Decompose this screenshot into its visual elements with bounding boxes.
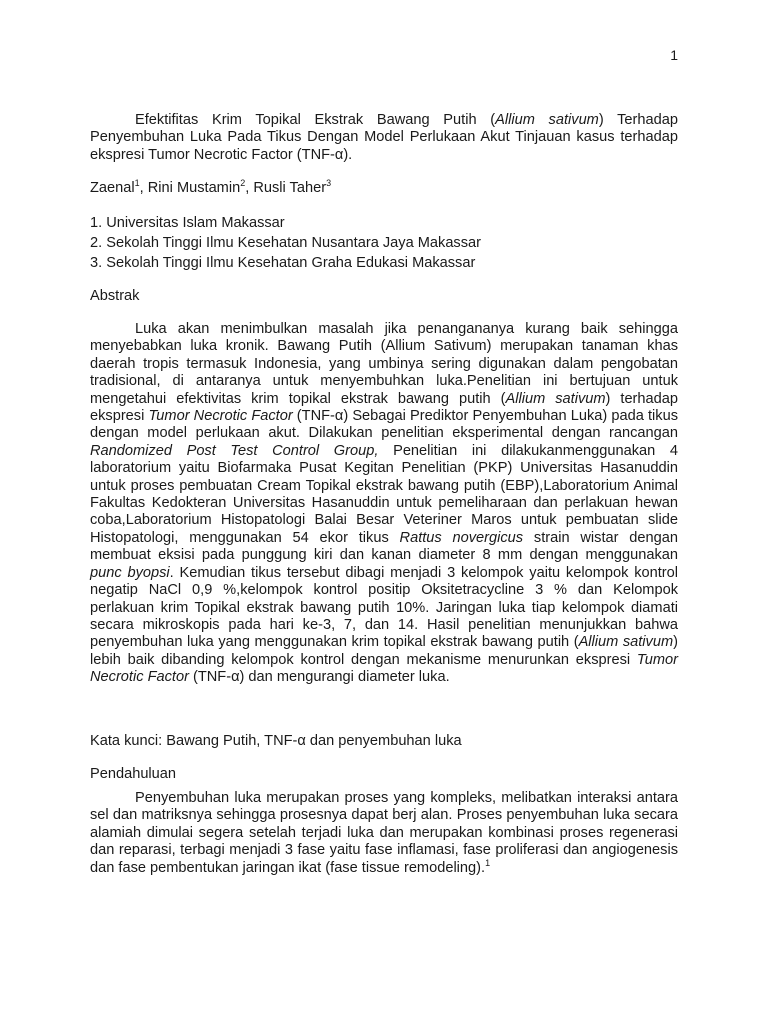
abstract-run: (TNF-α) Sebagai Prediktor Penyembuhan Luka) pada tikus dengan model perlukaan akut. Dilakukan penelitian eksperimental dengan rancangan [90, 408, 678, 442]
paper-title [90, 112, 678, 164]
abstract-heading: Abstrak [90, 288, 140, 304]
abstract-italic-run: Tumor Necrotic Factor [90, 651, 678, 686]
author-list [90, 180, 331, 197]
author-sup: 1 [134, 178, 140, 189]
abstract-body [90, 321, 678, 687]
abstract-italic-run: Allium sativum [578, 634, 674, 651]
abstract-italic-run: punc byopsi [90, 564, 170, 581]
affiliation-item: 3. Sekolah Tinggi Ilmu Kesehatan Graha Edukasi Makassar [90, 255, 476, 272]
title-italic: Allium sativum [495, 112, 599, 128]
abstract-run: . Kemudian tikus tersebut dibagi menjadi 3 kelompok yaitu kelompok kontrol negatip NaCl 0,9 %,kelompok kontrol positip Oksitetracycline 3 % dan Kelompok perlakuan krim Topikal ekstrak bawang putih 10%. Jaringan luka tiap kelompok diamati secara mikroskopis pada hari ke-3, 7, dan 14. Hasil penelitian menunjukkan bahwa penyembuhan luka yang menggunakan krim topikal ekstrak bawang putih ( [90, 564, 678, 651]
intro-text: Penyembuhan luka merupakan proses yang kompleks, melibatkan interaksi antara sel dan matriksnya sehingga prosesnya dapat berj alan. Proses penyembuhan luka secara alamiah dimulai segera setelah terjadi luka dan merupakan kombinasi proses regenerasi dan reparasi, terbagi menjadi 3 fase yaitu fase inflamasi, fase proliferasi dan angiogenesis dan fase pembentukan jaringan ikat (fase tissue remodeling). [90, 790, 678, 876]
author-name: Zaenal [90, 180, 135, 196]
abstract-run: Luka akan menimbulkan masalah jika penangananya kurang baik sehingga menyebabkan luka kronik. Bawang Putih (Allium Sativum) merupakan tanaman khas daerah tropis termasuk Indonesia, yang umbinya sering digunakan dalam pengobatan tradisional, di antaranya untuk menyembuhkan luka.Penelitian ini bertujuan untuk mengetahui efektivitas krim topikal ekstrak bawang putih ( [90, 321, 678, 407]
abstract-italic-run: Tumor Necrotic Factor [148, 408, 293, 425]
author-sup: 3 [326, 178, 332, 189]
author-separator: , [245, 180, 254, 196]
affiliation-list [90, 213, 481, 274]
abstract-run: strain wistar dengan membuat eksisi pada punggung kiri dan kanan diameter 8 mm dengan menggunakan [90, 529, 678, 564]
page-number: 1 [670, 47, 678, 63]
abstract-run: ) lebih baik dibanding kelompok kontrol dengan mekanisme menurunkan ekspresi [90, 634, 678, 668]
intro-body [90, 790, 678, 877]
abstract-run: (TNF-α) dan mengurangi diameter luka. [188, 669, 450, 686]
affiliation-item: 2. Sekolah Tinggi Ilmu Kesehatan Nusantara Jaya Makassar [90, 235, 482, 252]
title-post: ) Terhadap Penyembuhan Luka Pada Tikus Dengan Model Perlukaan Akut Tinjauan kasus terhadap ekspresi Tumor Necrotic Factor (TNF-α). [90, 112, 678, 163]
abstract-italic-run: Rattus novergicus [399, 529, 524, 546]
intro-heading: Pendahuluan [90, 766, 177, 782]
affiliation-item: 1. Universitas Islam Makassar [90, 215, 285, 231]
abstract-italic-run: Randomized Post Test Control Group, [90, 442, 379, 459]
author-sup: 2 [240, 178, 246, 189]
reference-sup: 1 [485, 857, 491, 868]
author-name: Rusli Taher [253, 180, 327, 196]
abstract-run: Penelitian ini dilakukanmenggunakan 4 laboratorium yaitu Biofarmaka Pusat Kegitan Penelitian (PKP) Universitas Hasanuddin untuk proses pembuatan Cream Topikal ekstrak bawang putih (EBP),Laboratorium Animal Fakultas Kedokteran Universitas Hasanuddin untuk pemeliharaan dan perlakuan hewan coba,Laboratorium Histopatologi Balai Besar Veteriner Maros untuk pembuatan slide Histopatologi, menggunakan 54 ekor tikus [90, 442, 678, 546]
abstract-run: ) terhadap ekspresi [90, 390, 678, 425]
keywords: Kata kunci: Bawang Putih, TNF-α dan penyembuhan luka [90, 733, 462, 749]
title-pre: Efektifitas Krim Topikal Ekstrak Bawang Putih ( [135, 112, 496, 128]
author-separator: , [139, 180, 148, 196]
abstract-italic-run: Allium sativum [505, 390, 606, 407]
author-name: Rini Mustamin [147, 180, 241, 196]
